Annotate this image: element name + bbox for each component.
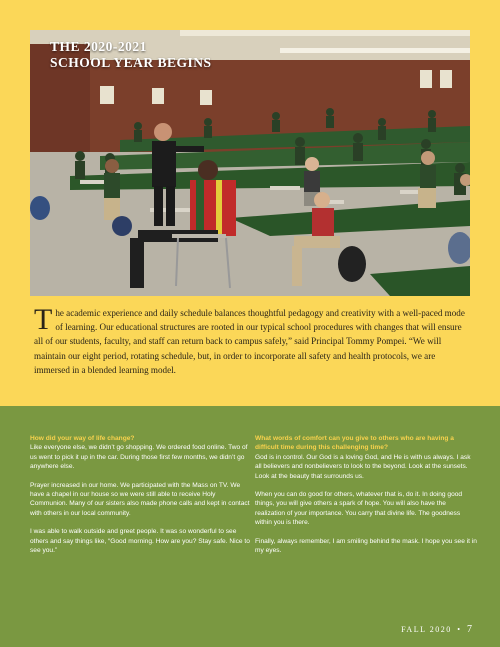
interview-question: What words of comfort can you give to others who are having a difficult time during this challenging time? xyxy=(255,435,454,452)
interview-answer-paragraph: Like everyone else, we didn’t go shopping. We ordered food online. Two of us went to pick it up in the car. During those first few months, we didn’t go anywhere else. xyxy=(30,444,248,471)
lead-paragraph xyxy=(34,303,472,377)
lead-text: he academic experience and daily schedule balances thoughtful pedagogy and creativity with a well-paced mode of learning. Our educational structures are rooted in our typical school procedures with changes that will ensure all of our students, faculty, and staff can return back to campus safely,” said Principal Tommy Pompei. “We will maintain our eight period, rotating schedule, but, in order to incorporate all safety and health protocols, we are immersed in a blended learning model. xyxy=(34,308,465,375)
interview-answer-paragraph: God is in control. Our God is a loving God, and He is with us always. I ask all believers and nonbelievers to look to the beyond. Look at the sunsets. Look at the beauty that surrounds us. xyxy=(255,453,471,480)
photo-title-line2: SCHOOL YEAR BEGINS xyxy=(50,55,212,70)
ceiling-light xyxy=(280,48,470,53)
interview-answer-paragraph: I was able to walk outside and greet people. It was so wonderful to see others and say things like, “Good morning. How are you? Stay safe. Nice to see you.” xyxy=(30,528,250,555)
page-footer xyxy=(401,624,472,635)
wall-window xyxy=(420,70,432,88)
interview-column-right xyxy=(255,434,477,564)
photo-title xyxy=(50,39,212,71)
interview-answer-paragraph: When you can do good for others, whatever that is, do it. In doing good things, you will give others a spark of hope. You will also have the realization of your importance. You carry that divine life. The goodness within you is there. xyxy=(255,491,463,527)
interview-answer-paragraph: Prayer increased in our home. We participated with the Mass on TV. We have a chapel in our house so we were still able to receive Holy Communion. Many of our sisters also made phone calls and kept in contact with others in our local community. xyxy=(30,481,250,517)
interview-column-left xyxy=(30,434,252,564)
wall-window xyxy=(100,86,114,104)
wall-window xyxy=(200,90,212,105)
interview-question: How did your way of life change? xyxy=(30,435,135,442)
wall-window xyxy=(152,88,164,104)
footer-separator: • xyxy=(457,625,462,634)
interview-answer-paragraph: Finally, always remember, I am smiling behind the mask. I hope you see it in my eyes. xyxy=(255,537,477,555)
drop-cap: T xyxy=(34,303,53,336)
photo-title-line1: THE 2020-2021 xyxy=(50,39,147,54)
page-number: 7 xyxy=(467,624,472,635)
classroom-photo xyxy=(30,30,470,296)
wall-window xyxy=(440,70,452,88)
issue-season: FALL 2020 xyxy=(401,625,452,634)
ceiling-light xyxy=(180,30,470,36)
